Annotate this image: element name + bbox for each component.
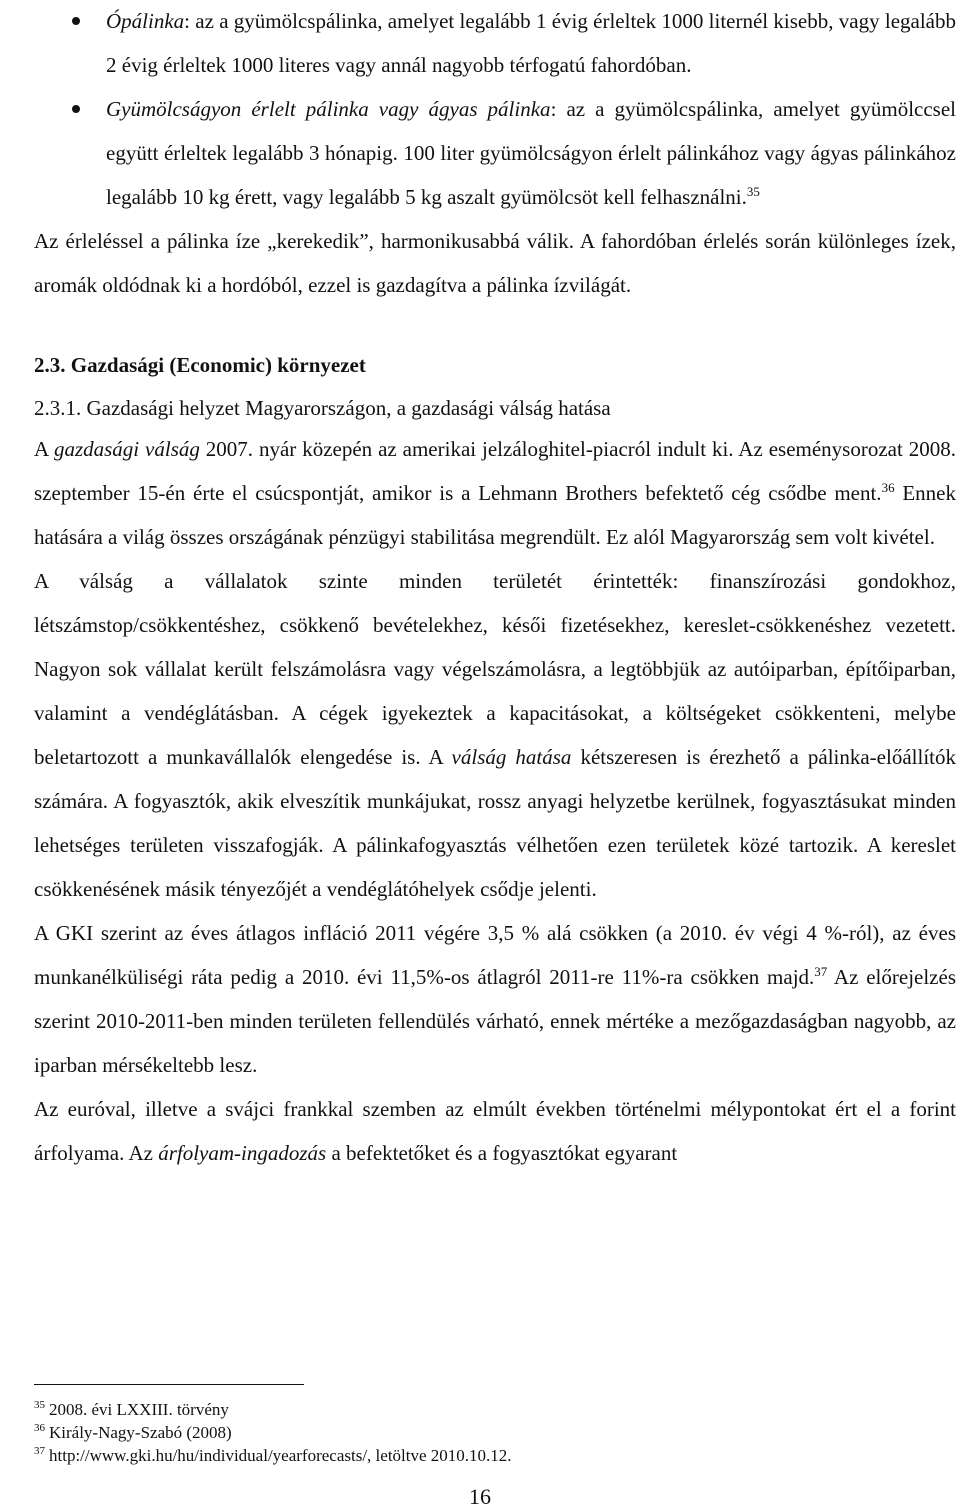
- text-run: A: [34, 437, 54, 461]
- footnote-ref-36[interactable]: 36: [881, 480, 895, 495]
- bullet-text: [106, 0, 956, 87]
- bullet-body: : az a gyümölcspálinka, amelyet legalább 1 évig érleltek 1000 liternél kisebb, vagy legalább 2 évig érleltek 1000 literes vagy annál nagyobb térfogatú fahordóban.: [106, 9, 956, 77]
- text-run: a befektetőket és a fogyasztókat egyarant: [326, 1141, 678, 1165]
- paragraph-crisis: [34, 427, 956, 559]
- footnotes: [34, 1398, 512, 1467]
- bullet-dot-icon: [72, 105, 80, 113]
- text-run: 2007. nyár közepén az amerikai jelzáloghitel-piacról indult ki. Az eseménysorozat 2008. szeptember 15-én érte el csúcspontját, amikor is a Lehmann Brothers befektető cég csődbe ment.: [34, 437, 956, 505]
- footnote-text: Király-Nagy-Szabó (2008): [49, 1423, 232, 1442]
- footnote-ref-35[interactable]: 35: [746, 184, 760, 199]
- document-page: [34, 0, 957, 1509]
- footnote-divider: [34, 1384, 304, 1385]
- footnote-link[interactable]: http://www.gki.hu/hu/individual/yearforecasts/, letöltve 2010.10.12.: [49, 1446, 512, 1465]
- bullet-text: [106, 87, 956, 219]
- section-title: 2.3. Gazdasági (Economic) környezet: [34, 353, 366, 377]
- footnote-35: [34, 1398, 512, 1421]
- bullet-item-agyas: [34, 87, 956, 219]
- footnote-ref-37[interactable]: 37: [814, 964, 828, 979]
- italic-run: válság hatása: [451, 745, 572, 769]
- text-run: Ennek hatására a világ összes országának pénzügyi stabilitása megrendült. Ez alól Magyarország sem volt kivétel.: [34, 481, 956, 549]
- italic-run: gazdasági válság: [53, 437, 200, 461]
- footnote-36: [34, 1421, 512, 1444]
- paragraph-aging: Az érleléssel a pálinka íze „kerekedik”, harmonikusabbá válik. A fahordóban érlelés során különleges ízek, aromák oldódnak ki a hordóból, ezzel is gazdagítva a pálinka ízvilágát.: [34, 229, 956, 297]
- bullet-body: : az a gyümölcspálinka, amelyet gyümölccsel együtt érleltek legalább 3 hónapig. 100 liter gyümölcságyon érlelt pálinkához vagy ágyas pálinkához legalább 10 kg érett, vagy legalább 5 kg aszalt gyümölcsöt kell felhasználni.: [106, 97, 957, 209]
- subsection-title: 2.3.1. Gazdasági helyzet Magyarországon, a gazdasági válság hatása: [34, 396, 611, 420]
- bullet-term: Ópálinka: [106, 9, 185, 33]
- footnote-number: 37: [34, 1445, 45, 1458]
- footnote-number: 36: [34, 1422, 45, 1435]
- paragraph-companies: [34, 559, 956, 911]
- page-number: 16: [469, 1484, 491, 1509]
- footnote-number: 35: [34, 1399, 45, 1412]
- bullet-term: Gyümölcságyon érlelt pálinka vagy ágyas pálinka: [106, 97, 551, 121]
- text-run: Az euróval, illetve a svájci frankkal szemben az elmúlt években történelmi mélypontokat ért el a forint árfolyama. Az: [34, 1097, 956, 1165]
- text-run: Az előrejelzés szerint 2010-2011-ben minden területen fellendülés várható, ennek mértéke a mezőgazdaságban nagyobb, az iparban mérsékeltebb lesz.: [34, 965, 956, 1077]
- footnote-37: [34, 1444, 512, 1467]
- bullet-item-opalinka: [34, 0, 956, 87]
- text-run: kétszeresen is érezhető a pálinka-előállítók számára. A fogyasztók, akik elveszítik munkájukat, rossz anyagi helyzetbe kerülnek, fogyasztásukat minden lehetséges területen visszafogják. A pálinkafogyasztás vélhetően ezen területek közé tartozik. A kereslet csökkenésének másik tényezőjét a vendéglátóhelyek csődje jelenti.: [34, 745, 956, 901]
- text-run: A GKI szerint az éves átlagos infláció 2011 végére 3,5 % alá csökken (a 2010. év végi 4 %-ról), az éves munkanélküliségi ráta pedig a 2010. évi 11,5%-os átlagról 2011-re 11%-ra csökken majd.: [34, 921, 956, 989]
- paragraph-euro: [34, 1087, 956, 1175]
- text-run: A válság a vállalatok szinte minden területét érintették: finanszírozási gondokhoz, létszámstop/csökkentéshez, csökkenő bevételekhez, késői fizetésekhez, kereslet-csökkenéshez vezetett. Nagyon sok vállalat került felszámolásra vagy végelszámolásra, a legtöbbjük az autóiparban, építőiparban, valamint a vendéglátásban. A cégek igyekeztek a kapacitásokat, a költségeket csökkenteni, melybe beletartozott a munkavállalók elengedése is. A: [34, 569, 956, 769]
- bullet-list: [34, 0, 956, 219]
- bullet-dot-icon: [72, 17, 80, 25]
- footnote-text: 2008. évi LXXIII. törvény: [49, 1400, 229, 1419]
- paragraph-gki: [34, 911, 956, 1087]
- italic-run: árfolyam-ingadozás: [158, 1141, 327, 1165]
